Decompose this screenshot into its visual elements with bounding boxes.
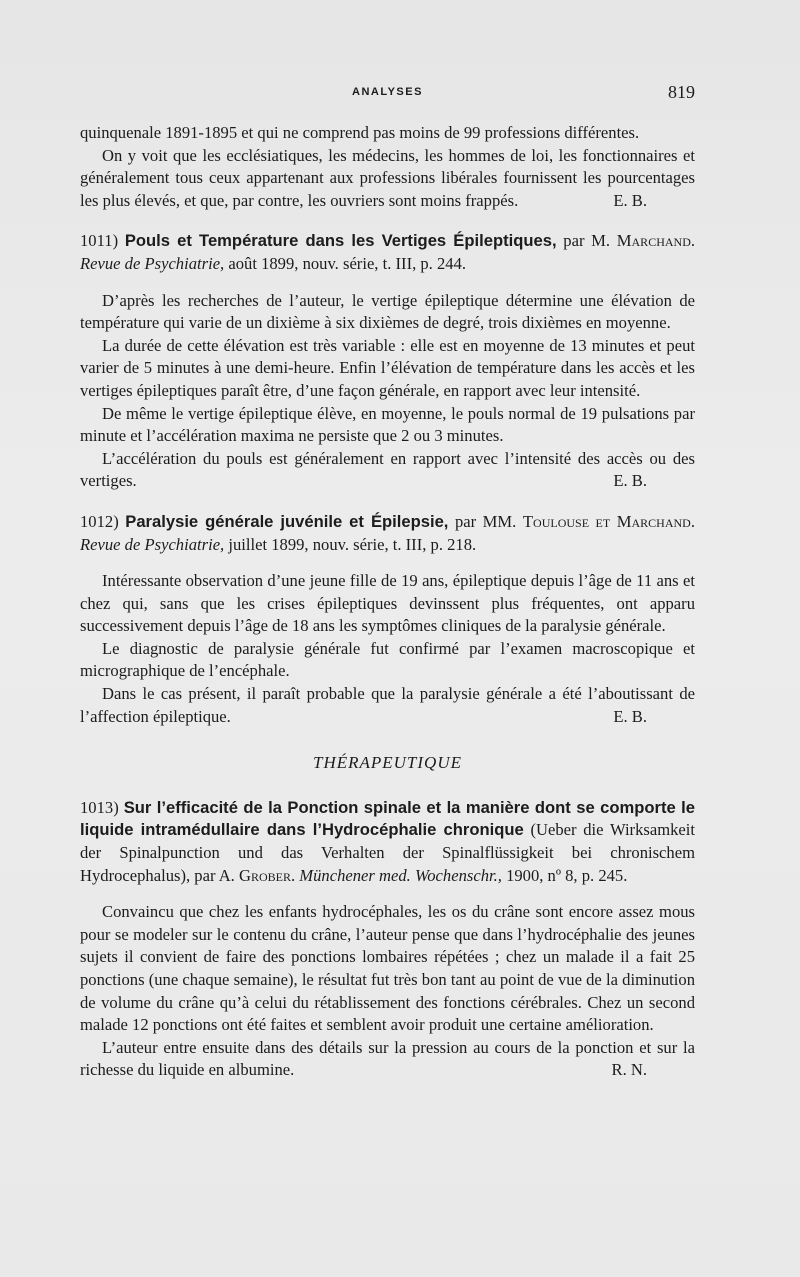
article-author: Marchand. — [616, 231, 696, 251]
article-journal: Münchener med. Wochenschr., — [299, 865, 502, 885]
article-par: par MM. — [454, 511, 517, 531]
article-number: 1012) — [80, 511, 119, 531]
article-journal: Revue de Psychiatrie, — [80, 253, 225, 273]
article-1012 — [80, 511, 695, 728]
article-paragraph: Intéressante observation d’une jeune fille de 19 ans, épileptique depuis l’âge de 11 ans et chez qui, sans que les crises épileptiques devinssent plus fréquentes, ont apparu successivement depuis l’âge de 18 ans les symptômes cliniques de la paralysie générale. — [80, 571, 695, 636]
article-paragraph: La durée de cette élévation est très variable : elle est en moyenne de 13 minutes et peut varier de 5 minutes à une demi-heure. Enfin l’élévation de température dans les accès et les vertiges épileptiques paraît être, d’une façon générale, en rapport avec leur intensité. — [80, 335, 695, 400]
article-reference: 1900, nº 8, p. 245. — [506, 865, 628, 885]
running-head: ANALYSES — [352, 86, 423, 98]
article-1013 — [80, 797, 695, 1082]
article-heading — [80, 797, 695, 887]
article-paragraph-last — [80, 1037, 695, 1082]
intro-paragraph-2-text: On y voit que les ecclésiatiques, les médecins, les hommes de loi, les fonctionnaires et généralement tous ceux appartenant aux professions libérales fournissent les pourcentages les plus élevés, et que, par contre, les ouvriers sont moins frappés. — [80, 145, 695, 210]
article-paragraph: D’après les recherches de l’auteur, le vertige épileptique détermine une élévation de température qui varie de un dixième à six dixièmes de degré, trois dixièmes en moyenne. — [80, 290, 695, 333]
article-journal: Revue de Psychiatrie, — [80, 534, 225, 554]
signature: E. B. — [613, 706, 647, 726]
article-paragraph-text: L’accélération du pouls est généralement en rapport avec l’intensité des accès ou des vertiges. — [80, 448, 695, 491]
intro-paragraph-1: quinquenale 1891-1895 et qui ne comprend pas moins de 99 professions différentes. — [80, 123, 640, 142]
article-title: Paralysie générale juvénile et Épilepsie, — [125, 511, 449, 531]
article-reference: juillet 1899, nouv. série, t. III, p. 218. — [228, 534, 477, 554]
article-paragraph-last — [80, 448, 695, 493]
article-paragraph-last — [80, 683, 695, 728]
article-heading — [80, 511, 695, 556]
article-title: Sur l’efficacité de la Ponction spinale et la manière dont se comporte le liquide intramédullaire dans l’Hydrocéphalie chronique — [80, 797, 695, 840]
article-title: Pouls et Température dans les Vertiges Épileptiques, — [124, 231, 557, 251]
signature: R. N. — [611, 1060, 647, 1080]
page-header — [80, 82, 695, 110]
article-number: 1013) — [80, 797, 119, 817]
article-number: 1011) — [80, 231, 119, 251]
article-1011 — [80, 230, 695, 493]
article-author: Grober. — [239, 865, 296, 885]
article-heading — [80, 230, 695, 275]
section-heading: THÉRAPEUTIQUE — [313, 753, 462, 773]
article-paragraph: Convaincu que chez les enfants hydrocéphales, les os du crâne sont encore assez mous pour se modeler sur le contenu du crâne, l’auteur pense que dans l’hydrocéphalie des jeunes sujets il convient de faire des ponctions lombaires répétées ; chez un malade il a fait 25 ponctions (une chaque semaine), le résultat fut très bon tant au point de vue de la diminution de volume du crâne qu’à celui du rétablissement des fonctions cérébrales. Chez un second malade 12 ponctions ont été faites et semblent avoir produit une certaine amélioration. — [80, 902, 695, 1035]
article-paragraph: Le diagnostic de paralysie générale fut confirmé par l’examen macroscopique et micrographique de l’encéphale. — [80, 638, 695, 681]
article-par: par M. — [563, 231, 611, 251]
page-content — [80, 122, 695, 1082]
page-number: 819 — [668, 82, 695, 102]
signature: E. B. — [613, 190, 647, 210]
article-author: Toulouse et Marchand. — [522, 511, 695, 531]
article-paragraph-text: L’auteur entre ensuite dans des détails sur la pression au cours de la ponction et sur la richesse du liquide en albumine. — [80, 1037, 695, 1080]
article-paragraph-text: Dans le cas présent, il paraît probable que la paralysie générale a été l’aboutissant de l’affection épileptique. — [80, 684, 695, 726]
article-original-title: (Ueber die Wirksamkeit der Spinalpunction und das Verhalten der Spinalflüssigkeit bei chronischem Hydrocephalus), par A. — [80, 820, 695, 885]
article-reference: août 1899, nouv. série, t. III, p. 244. — [228, 253, 467, 273]
signature: E. B. — [613, 471, 647, 491]
article-paragraph: De même le vertige épileptique élève, en moyenne, le pouls normal de 19 pulsations par minute et l’accélération maxima ne persiste que 2 ou 3 minutes. — [80, 403, 695, 446]
intro-paragraph-2 — [80, 145, 695, 213]
